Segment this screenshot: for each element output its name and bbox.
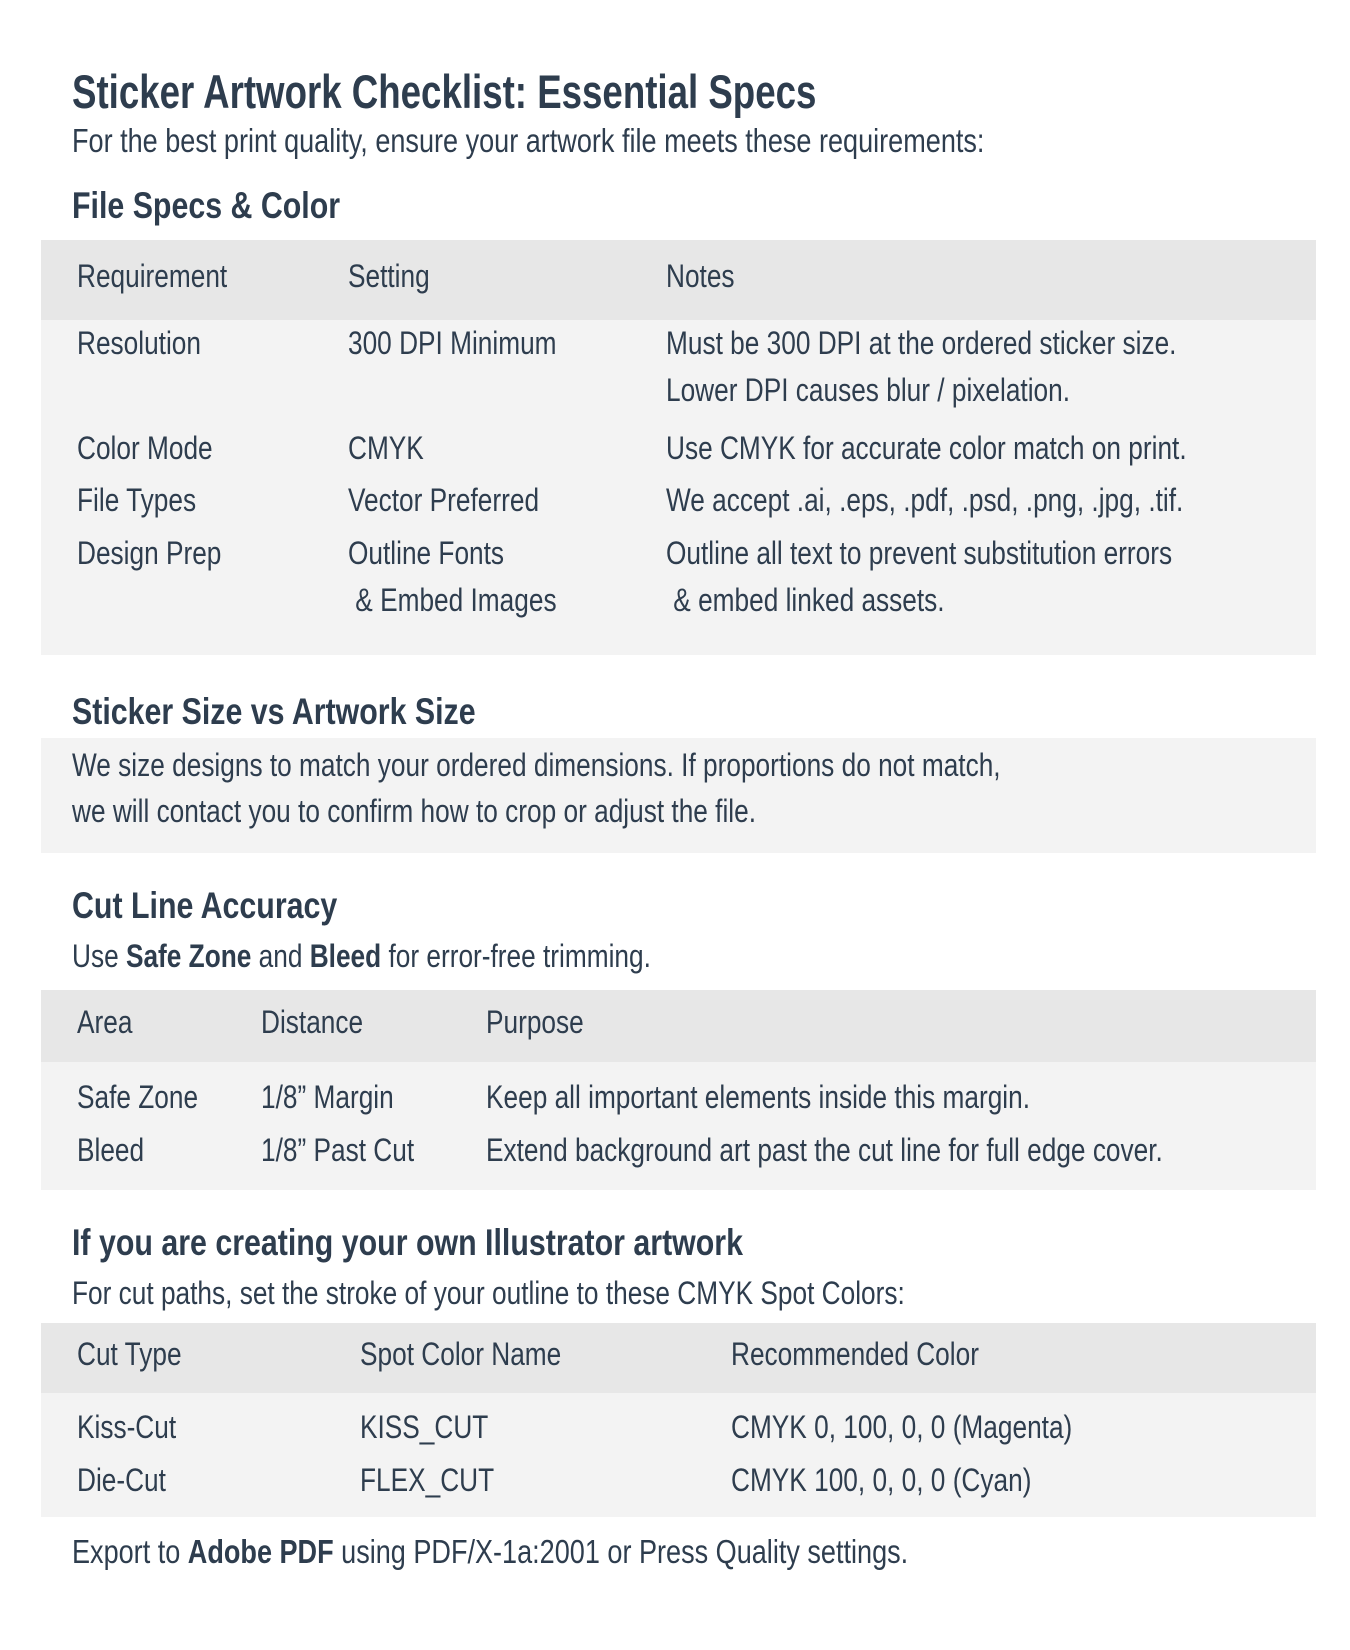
cell-recommended-color: CMYK 100, 0, 0, 0 (Cyan) [731, 1462, 1032, 1498]
heading-cut-line-accuracy: Cut Line Accuracy [72, 885, 338, 926]
header-cell-purpose: Purpose [486, 1003, 584, 1040]
cell-notes: Must be 300 DPI at the ordered sticker size. Lower DPI causes blur / pixelation. [666, 325, 1177, 408]
file-specs-table [41, 240, 1316, 655]
cell-spot-color-name: FLEX_CUT [360, 1462, 495, 1498]
cell-notes: We accept .ai, .eps, .pdf, .psd, .png, .jpg, .tif. [666, 482, 1184, 518]
cell-spot-color-name: KISS_CUT [360, 1409, 489, 1445]
cut-line-intro: Use Safe Zone and Bleed for error-free trimming. [72, 938, 651, 974]
cell-recommended-color: CMYK 0, 100, 0, 0 (Magenta) [731, 1409, 1073, 1445]
cell-distance: 1/8” Past Cut [261, 1132, 415, 1168]
cell-requirement: Color Mode [77, 430, 213, 466]
illustrator-intro: For cut paths, set the stroke of your outline to these CMYK Spot Colors: [72, 1275, 905, 1311]
sticker-size-note-band [41, 738, 1316, 853]
table-row-design-prep [41, 530, 1316, 655]
cell-setting: Vector Preferred [348, 482, 540, 518]
table-row-bleed [41, 1115, 1316, 1190]
header-cell-area: Area [77, 1003, 133, 1040]
cell-setting: CMYK [348, 430, 424, 466]
cell-setting: 300 DPI Minimum [348, 325, 557, 361]
cell-notes: Outline all text to prevent substitution errors & embed linked assets. [666, 535, 1173, 618]
heading-illustrator-artwork: If you are creating your own Illustrator artwork [72, 1222, 744, 1263]
cell-purpose: Extend background art past the cut line for full edge cover. [486, 1132, 1163, 1168]
table-row-safe-zone [41, 1062, 1316, 1115]
header-cell-recommended-color: Recommended Color [731, 1335, 979, 1372]
table-row-kiss-cut [41, 1393, 1316, 1446]
cell-requirement: Design Prep [77, 535, 222, 571]
cell-notes: Use CMYK for accurate color match on print. [666, 430, 1187, 466]
table-row-resolution [41, 320, 1316, 425]
heading-file-specs: File Specs & Color [72, 185, 341, 226]
header-cell-cut-type: Cut Type [77, 1335, 182, 1372]
table-row-color-mode [41, 425, 1316, 477]
cell-cut-type: Die-Cut [77, 1462, 166, 1498]
header-cell-notes: Notes [666, 257, 735, 294]
header-cell-setting: Setting [348, 257, 430, 294]
cell-cut-type: Kiss-Cut [77, 1409, 177, 1445]
cell-area: Safe Zone [77, 1079, 199, 1115]
sticker-size-note-line1: We size designs to match your ordered dimensions. If proportions do not match, [72, 747, 1001, 783]
spot-color-table [41, 1323, 1316, 1517]
cell-setting: Outline Fonts & Embed Images [348, 535, 557, 618]
cell-distance: 1/8” Margin [261, 1079, 394, 1115]
page-title [72, 66, 1026, 118]
table-row-file-types [41, 477, 1316, 530]
sticker-size-note-line2: we will contact you to confirm how to crop or adjust the file. [72, 793, 757, 829]
cell-area: Bleed [77, 1132, 145, 1168]
cell-purpose: Keep all important elements inside this margin. [486, 1079, 1031, 1115]
cut-line-table [41, 990, 1316, 1190]
page-subtitle-text: For the best print quality, ensure your artwork file meets these requirements: [72, 122, 985, 159]
file-specs-header-row [41, 240, 1316, 320]
header-cell-spot-color-name: Spot Color Name [360, 1335, 562, 1372]
cell-requirement: File Types [77, 482, 197, 518]
spot-color-header-row [41, 1323, 1316, 1393]
page-title-text: Sticker Artwork Checklist: Essential Specs [72, 65, 817, 118]
export-note: Export to Adobe PDF using PDF/X-1a:2001 or Press Quality settings. [72, 1533, 909, 1570]
cut-line-header-row [41, 990, 1316, 1062]
table-row-die-cut [41, 1446, 1316, 1517]
heading-sticker-size: Sticker Size vs Artwork Size [72, 691, 476, 732]
page-subtitle [72, 121, 1185, 161]
header-cell-distance: Distance [261, 1003, 364, 1040]
cell-requirement: Resolution [77, 325, 201, 361]
header-cell-requirement: Requirement [77, 257, 228, 294]
